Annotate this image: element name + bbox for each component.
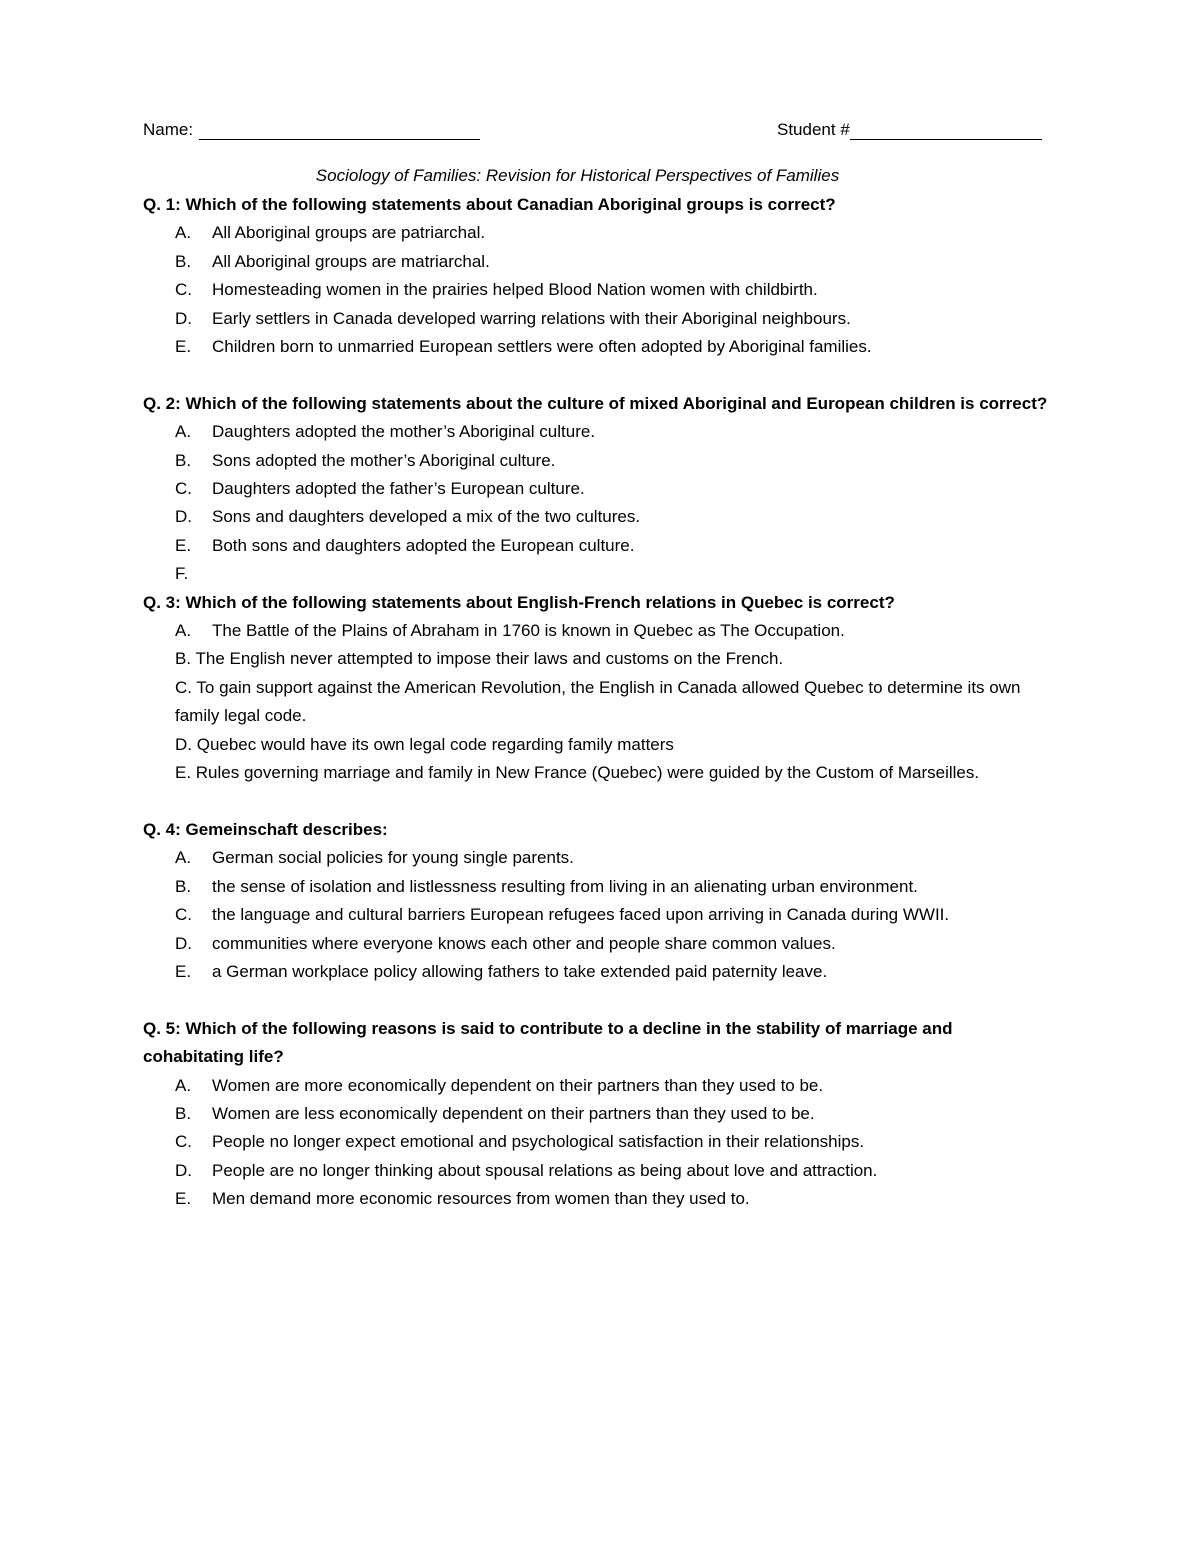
name-field [143,120,480,140]
option-text: Women are less economically dependent on their partners than they used to be. [212,1103,815,1123]
option-text: All Aboriginal groups are matriarchal. [212,251,490,271]
option-letter: C. [175,905,192,925]
option-text: All Aboriginal groups are patriarchal. [212,223,486,243]
question-2 [143,390,1058,589]
question-prompt: Q. 2: Which of the following statements about the culture of mixed Aboriginal and European children is correct? [143,393,1048,413]
option-letter: A. [175,1075,192,1095]
option-text: Children born to unmarried European settlers were often adopted by Aboriginal families. [212,337,872,357]
student-number-field [777,120,1042,140]
student-number-label: Student # [777,120,850,139]
answer-option [143,532,1058,560]
option-text: The Battle of the Plains of Abraham in 1760 is known in Quebec as The Occupation. [212,621,845,641]
name-blank-line [199,120,480,140]
option-text: Sons and daughters developed a mix of the two cultures. [212,507,641,527]
answer-option [143,1157,1058,1185]
option-letter: A. [175,422,192,442]
option-letter: A. [175,223,192,243]
answer-option: E. Rules governing marriage and family in New France (Quebec) were guided by the Custom of Marseilles. [175,763,980,783]
answer-option [143,617,1058,645]
question-prompt: Q. 5: Which of the following reasons is said to contribute to a decline in the stability of marriage and cohabitating life? [143,1018,953,1067]
option-text: Daughters adopted the mother’s Aboriginal culture. [212,422,596,442]
option-letter: E. [175,961,192,981]
worksheet-title: Sociology of Families: Revision for Historical Perspectives of Families [315,166,840,185]
question-prompt: Q. 1: Which of the following statements about Canadian Aboriginal groups is correct? [143,195,836,214]
answer-option: C. To gain support against the American Revolution, the English in Canada allowed Quebec to determine its own family legal code. [175,677,1021,726]
option-letter: E. [175,1189,192,1209]
answer-option [143,333,1058,361]
answer-option [143,475,1058,503]
option-letter: C. [175,280,192,300]
option-letter: D. [175,933,192,953]
option-letter: B. [175,876,192,896]
answer-option [143,219,1058,247]
option-letter: B. [175,450,192,470]
answer-option: B. The English never attempted to impose their laws and customs on the French. [175,649,784,669]
option-text: Early settlers in Canada developed warring relations with their Aboriginal neighbours. [212,308,851,328]
option-letter: C. [175,479,192,499]
option-letter: D. [175,308,192,328]
questions-section [143,191,1058,1214]
answer-option [143,930,1058,958]
option-text: Men demand more economic resources from women than they used to. [212,1189,750,1209]
option-text: Sons adopted the mother’s Aboriginal culture. [212,450,556,470]
option-letter: A. [175,848,192,868]
question-3 [143,589,1058,788]
option-text: German social policies for young single parents. [212,848,574,868]
option-letter: A. [175,621,192,641]
answer-option [143,844,1058,872]
option-letter: B. [175,1103,192,1123]
option-letter: E. [175,337,192,357]
question-4 [143,816,1058,986]
option-text: Homesteading women in the prairies helped Blood Nation women with childbirth. [212,280,818,300]
option-text: a German workplace policy allowing fathers to take extended paid paternity leave. [212,961,828,981]
option-letter: D. [175,1160,192,1180]
option-text: Women are more economically dependent on their partners than they used to be. [212,1075,824,1095]
answer-option [143,503,1058,531]
question-5 [143,1015,1058,1214]
answer-option [143,560,1058,588]
option-text: the language and cultural barriers European refugees faced upon arriving in Canada during WWII. [212,905,950,925]
option-text: People are no longer thinking about spousal relations as being about love and attraction. [212,1160,878,1180]
option-text: communities where everyone knows each other and people share common values. [212,933,836,953]
question-1 [143,191,1058,361]
answer-option [143,1128,1058,1156]
name-label: Name: [143,120,194,139]
blank-line-spacer [143,986,1058,1014]
answer-option [143,248,1058,276]
option-letter: E. [175,535,192,555]
answer-option [143,1072,1058,1100]
answer-option [143,1185,1058,1213]
answer-option [143,418,1058,446]
blank-line-spacer [143,788,1058,816]
option-text: Both sons and daughters adopted the European culture. [212,535,635,555]
option-text: People no longer expect emotional and psychological satisfaction in their relationships. [212,1132,865,1152]
option-letter: B. [175,251,192,271]
answer-option [143,901,1058,929]
option-text [212,560,1058,588]
answer-option [143,305,1058,333]
option-text: Daughters adopted the father’s European culture. [212,479,585,499]
blank-line-spacer [143,361,1058,389]
question-prompt: Q. 4: Gemeinschaft describes: [143,819,388,839]
answer-option: D. Quebec would have its own legal code regarding family matters [175,734,674,754]
answer-option [143,1100,1058,1128]
answer-option [143,447,1058,475]
student-number-blank-line [850,120,1042,140]
header-row [143,120,1058,146]
answer-option [143,958,1058,986]
option-letter: D. [175,507,192,527]
answer-option [143,873,1058,901]
option-text: the sense of isolation and listlessness resulting from living in an alienating urban environment. [212,876,918,896]
answer-option [143,276,1058,304]
question-prompt: Q. 3: Which of the following statements about English-French relations in Quebec is correct? [143,592,895,612]
option-letter: C. [175,1132,192,1152]
option-letter: F. [175,564,189,584]
